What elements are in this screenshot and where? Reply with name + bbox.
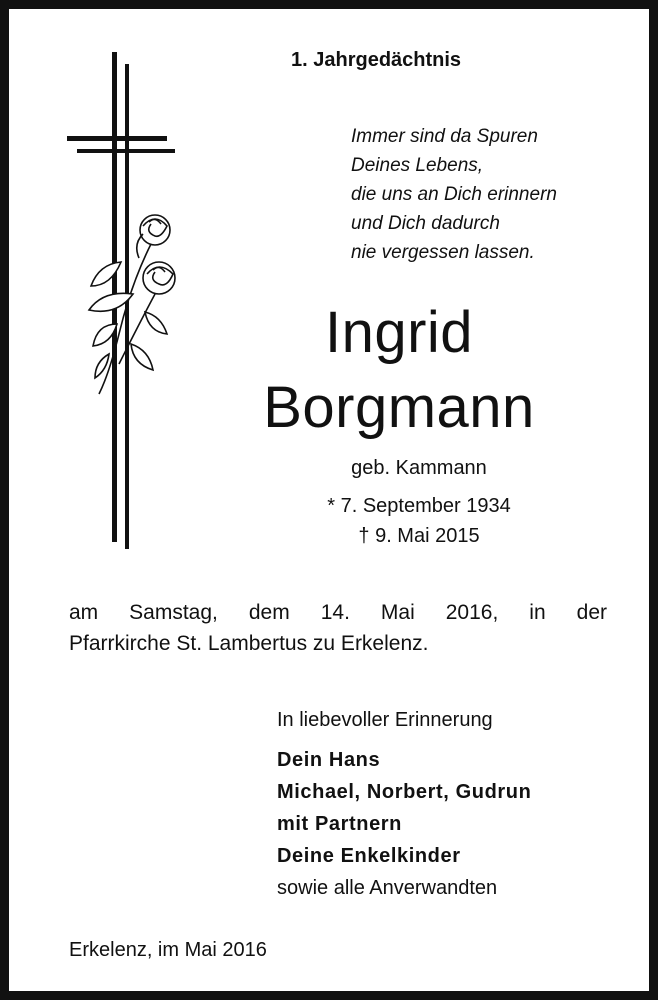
poem-line: Deines Lebens, bbox=[351, 155, 484, 176]
death-date: † 9. Mai 2015 bbox=[358, 525, 480, 547]
poem-line: nie vergessen lassen. bbox=[351, 242, 535, 263]
poem-line: die uns an Dich erinnern bbox=[351, 184, 557, 205]
family-signoff bbox=[277, 704, 531, 904]
signoff-outro: sowie alle Anverwandten bbox=[277, 877, 498, 899]
poem-line: und Dich dadurch bbox=[351, 213, 500, 234]
mourner-name: Michael, Norbert, Gudrun bbox=[277, 781, 532, 803]
place-and-date: Erkelenz, im Mai 2016 bbox=[69, 939, 267, 961]
deceased-first-name: Ingrid bbox=[324, 300, 474, 365]
anniversary-heading: 1. Jahrgedächtnis bbox=[291, 49, 462, 71]
deceased-last-name: Borgmann bbox=[263, 375, 535, 440]
signoff-intro: In liebevoller Erinnerung bbox=[277, 709, 493, 731]
poem-line: Immer sind da Spuren bbox=[351, 126, 538, 147]
birth-date: * 7. September 1934 bbox=[327, 495, 511, 517]
service-line: am Samstag, dem 14. Mai 2016, in der bbox=[69, 601, 607, 624]
service-line: Pfarrkirche St. Lambertus zu Erkelenz. bbox=[69, 632, 429, 655]
mourner-name: Deine Enkelkinder bbox=[277, 845, 461, 867]
mourner-name: Dein Hans bbox=[277, 749, 381, 771]
mourner-name: mit Partnern bbox=[277, 813, 403, 835]
memorial-service-text bbox=[69, 597, 607, 659]
mourner-names bbox=[277, 744, 531, 872]
maiden-name: geb. Kammann bbox=[351, 457, 487, 479]
memorial-poem bbox=[351, 122, 557, 267]
